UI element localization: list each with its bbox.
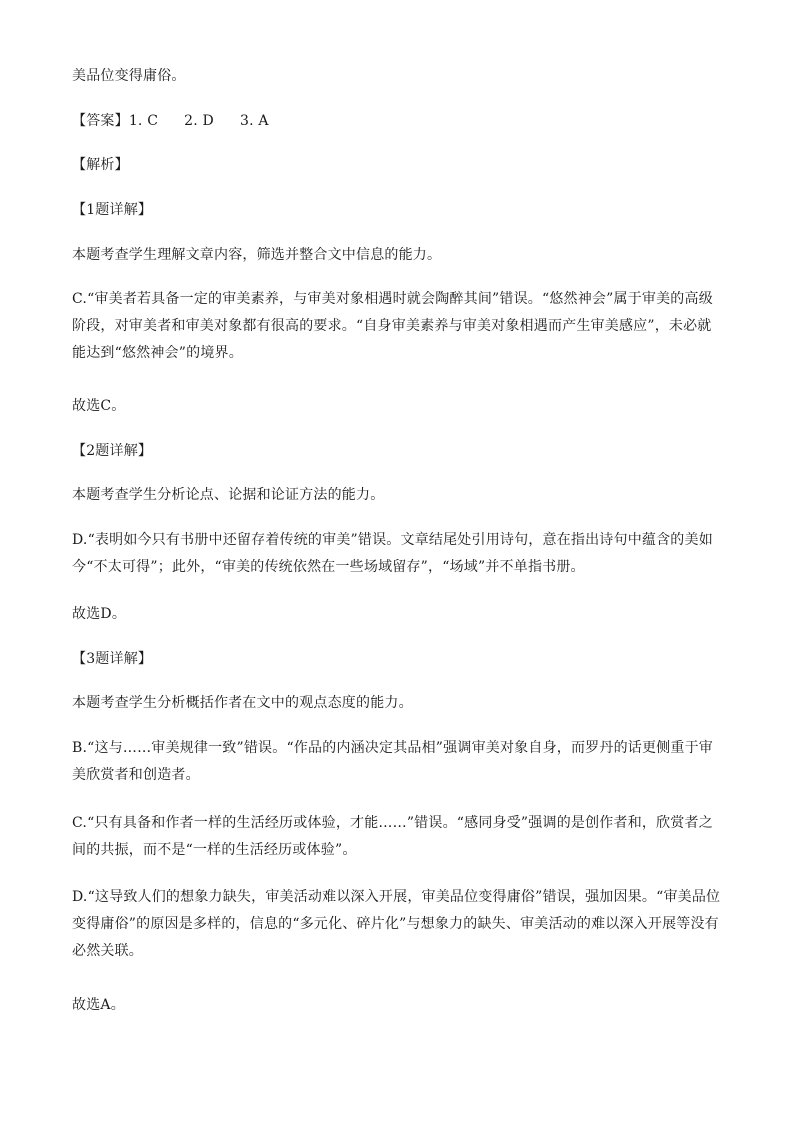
analysis-label: 【解析】 (72, 157, 129, 173)
q3-option-c: C.“只有具备和作者一样的生活经历或体验，才能……”错误。“感同身受”强调的是创作者和，欣赏者之间的共振，而不是“一样的生活经历或体验”。 (72, 815, 713, 858)
q1-heading: 【1题详解】 (72, 202, 153, 218)
q3-heading: 【3题详解】 (72, 651, 153, 667)
intro-tail-text: 美品位变得庸俗。 (72, 68, 186, 84)
q3-option-b: B.“这与……审美规律一致”错误。“作品的内涵决定其品相”强调审美对象自身，而罗丹的话更侧重于审美欣赏者和创造者。 (72, 740, 713, 783)
answer-item-2: 2. D (184, 113, 214, 129)
answer-item-1: 1. C (128, 113, 159, 129)
q3-intro: 本题考查学生分析概括作者在文中的观点态度的能力。 (72, 695, 413, 711)
q2-intro: 本题考查学生分析论点、论据和论证方法的能力。 (72, 487, 385, 503)
answer-label: 【答案】 (72, 113, 129, 129)
answer-line (72, 108, 724, 135)
q2-body: D.“表明如今只有书册中还留存着传统的审美”错误。文章结尾处引用诗句，意在指出诗句中蕴含的美如今“不太可得”；此外，“审美的传统依然在一些场域留存”，“场域”并不单指书册。 (72, 532, 713, 575)
answer-item-3: 3. A (239, 113, 269, 129)
q3-option-d: D.“这导致人们的想象力缺失，审美活动难以深入开展，审美品位变得庸俗”错误，强加因果。“审美品位变得庸俗”的原因是多样的，信息的“多元化、碎片化”与想象力的缺失、审美活动的难以深入开展等没有必然关联。 (72, 889, 721, 959)
q1-body: C.“审美者若具备一定的审美素养，与审美对象相遇时就会陶醉其间”错误。“悠然神会”属于审美的高级阶段，对审美者和审美对象都有很高的要求。“自身审美素养与审美对象相遇而产生审美感应”，未必就能达到“悠然神会”的境界。 (72, 291, 713, 361)
q1-intro: 本题考查学生理解文章内容，筛选并整合文中信息的能力。 (72, 247, 442, 263)
q2-conclusion: 故选D。 (72, 606, 127, 622)
q1-conclusion: 故选C。 (72, 398, 126, 414)
q3-conclusion: 故选A。 (72, 997, 125, 1013)
answer-values (129, 113, 295, 129)
q2-heading: 【2题详解】 (72, 443, 153, 459)
